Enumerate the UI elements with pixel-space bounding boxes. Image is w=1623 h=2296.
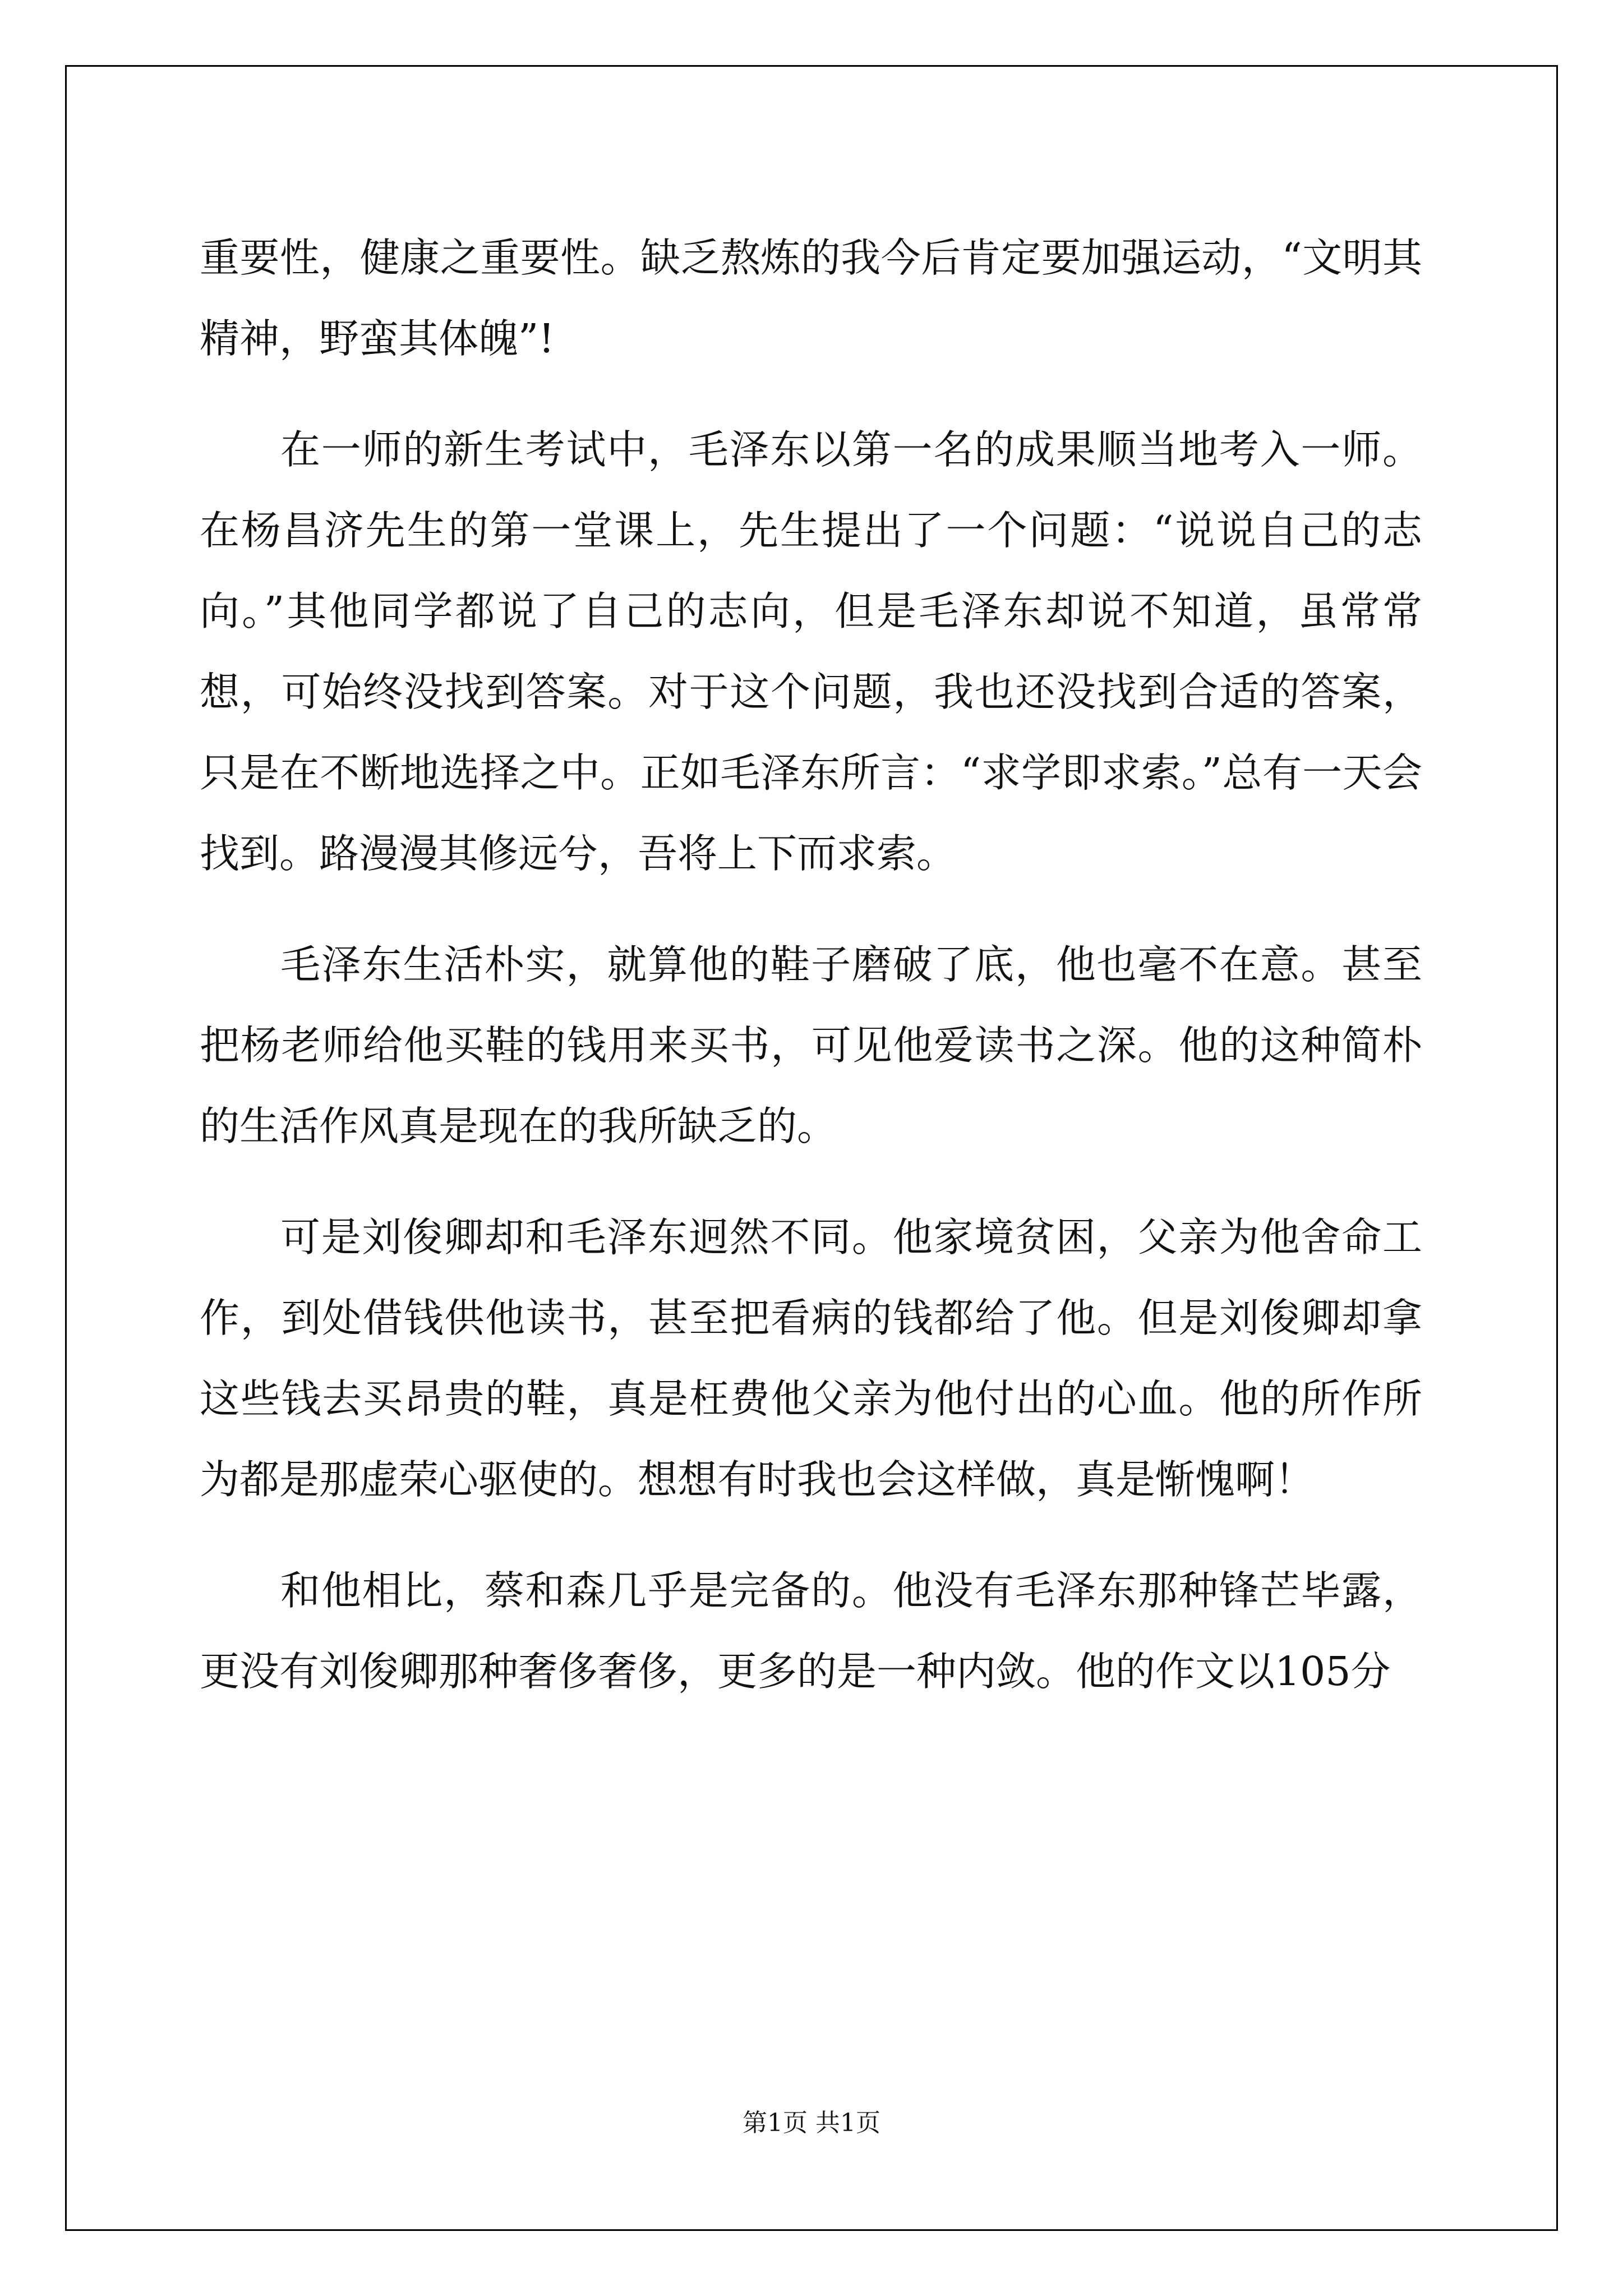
paragraph-2: 在一师的新生考试中，毛泽东以第一名的成果顺当地考入一师。在杨昌济先生的第一堂课上，先生提出了一个问题：“说说自己的志向。”其他同学都说了自己的志向，但是毛泽东却说不知道，虽常常想，可始终没找到答案。对于这个问题，我也还没找到合适的答案，只是在不断地选择之中。正如毛泽东所言：“求学即求索。”总有一天会找到。路漫漫其修远兮，吾将上下而求索。 <box>200 426 1422 877</box>
paragraph-5: 和他相比，蔡和森几乎是完备的。他没有毛泽东那种锋芒毕露，更没有刘俊卿那种奢侈奢侈，更多的是一种内敛。他的作文以105分 <box>200 1567 1422 1695</box>
paragraph-3: 毛泽东生活朴实，就算他的鞋子磨破了底，他也毫不在意。甚至把杨老师给他买鞋的钱用来买书，可见他爱读书之深。他的这种简朴的生活作风真是现在的我所缺乏的。 <box>200 941 1422 1149</box>
document-body <box>200 218 1422 1712</box>
paragraph-1: 重要性，健康之重要性。缺乏熬炼的我今后肯定要加强运动，“文明其精神，野蛮其体魄”! <box>200 234 1422 362</box>
page-footer: 第1页 共1页 <box>743 2109 880 2137</box>
paragraph-4: 可是刘俊卿却和毛泽东迥然不同。他家境贫困，父亲为他舍命工作，到处借钱供他读书，甚至把看病的钱都给了他。但是刘俊卿却拿这些钱去买昂贵的鞋，真是枉费他父亲为他付出的心血。他的所作所为都是那虚荣心驱使的。想想有时我也会这样做，真是惭愧啊！ <box>200 1214 1422 1503</box>
